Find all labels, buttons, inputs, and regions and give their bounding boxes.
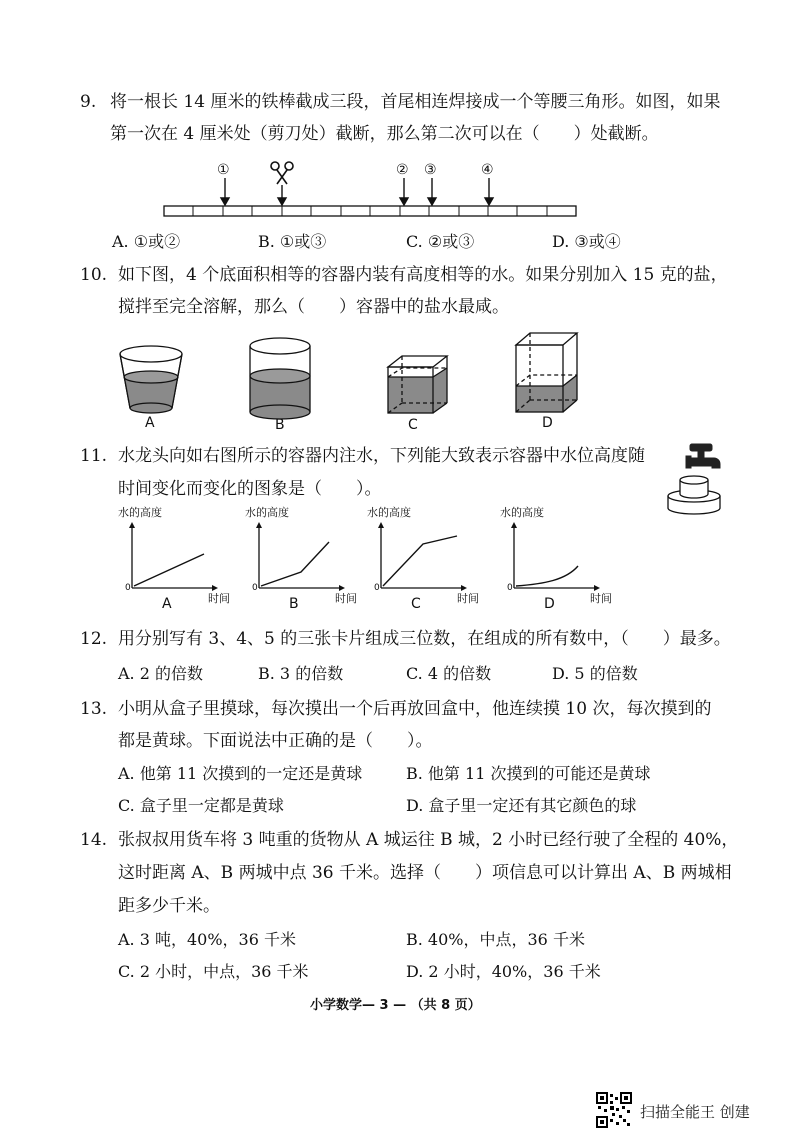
y-axis-label: 水的高度 [118,506,162,519]
origin-label: 0 [125,583,131,593]
water-height-curve [383,536,457,586]
q10-number: 10. [80,265,108,285]
origin-label: 0 [507,583,513,593]
q14-option-d[interactable]: D. 2 小时，40%，36 千米 [406,962,601,981]
q9-marker-4: ④ [481,162,494,178]
page-footer: 小学数学— 3 — （共 8 页） [310,998,481,1013]
q9-number: 9. [80,92,97,112]
q9-marker-3: ③ [424,162,437,178]
y-axis-label: 水的高度 [367,506,411,519]
y-axis-arrow [511,522,517,528]
q10-label-c[interactable]: C [408,417,418,433]
x-axis-label: 时间 [208,592,230,605]
graph-label: A [162,596,172,612]
q10-text-line1: 如下图，4 个底面积相等的容器内装有高度相等的水。如果分别加入 15 克的盐， [118,265,728,285]
q14-option-a[interactable]: A. 3 吨，40%，36 千米 [118,930,297,949]
x-axis-arrow [594,585,600,591]
origin-label: 0 [374,583,380,593]
q13-number: 13. [80,699,108,719]
q9-option-d[interactable]: D. ③或④ [552,232,621,251]
x-axis-label: 时间 [457,592,479,605]
q10-label-b[interactable]: B [275,417,285,433]
q9-text-line2: 第一次在 4 厘米处（剪刀处）截断，那么第二次可以在（ ）处截断。 [110,124,659,144]
graph-label: C [411,596,421,612]
q12-option-c[interactable]: C. 4 的倍数 [406,664,492,683]
q14-option-c[interactable]: C. 2 小时，中点，36 千米 [118,962,309,981]
graph-b[interactable] [245,505,357,612]
water-height-curve [516,566,578,586]
x-axis-arrow [212,585,218,591]
q10-text-line2: 搅拌至完全溶解，那么（ ）容器中的盐水最咸。 [118,297,509,317]
water-height-curve [261,542,329,586]
y-axis-arrow [378,522,384,528]
y-axis-arrow [129,522,135,528]
q9-option-a[interactable]: A. ①或② [112,232,181,251]
q12-option-a[interactable]: A. 2 的倍数 [118,664,203,683]
q14-text-line2: 这时距离 A、B 两城中点 36 千米。选择（ ）项信息可以计算出 A、B 两城相 [118,863,732,883]
q10-label-a[interactable]: A [145,415,155,431]
scanner-watermark: 扫描全能王 创建 [640,1103,750,1121]
q13-option-d[interactable]: D. 盒子里一定还有其它颜色的球 [406,796,637,815]
x-axis-label: 时间 [335,592,357,605]
q13-option-c[interactable]: C. 盒子里一定都是黄球 [118,796,284,815]
q10-label-d[interactable]: D [542,415,553,431]
y-axis-label: 水的高度 [245,506,289,519]
q11-number: 11. [80,446,108,466]
q9-marker-2: ② [396,162,409,178]
origin-label: 0 [252,583,258,593]
q14-text-line1: 张叔叔用货车将 3 吨重的货物从 A 城运往 B 城，2 小时已经行驶了全程的 40%， [118,830,739,850]
q13-text-line2: 都是黄球。下面说法中正确的是（ ）。 [118,731,433,751]
graph-c[interactable] [367,505,479,612]
x-axis-arrow [339,585,345,591]
q14-number: 14. [80,830,108,850]
x-axis-arrow [461,585,467,591]
q9-marker-1: ① [217,162,230,178]
q12-text-line1: 用分别写有 3、4、5 的三张卡片组成三位数，在组成的所有数中，（ ）最多。 [118,629,731,649]
q12-number: 12. [80,629,108,649]
q13-option-a[interactable]: A. 他第 11 次摸到的一定还是黄球 [118,764,363,783]
graph-label: D [544,596,555,612]
y-axis-arrow [256,522,262,528]
graph-a[interactable] [118,505,230,612]
q9-option-c[interactable]: C. ②或③ [406,232,475,251]
graph-d[interactable] [500,505,612,612]
q9-option-b[interactable]: B. ①或③ [258,232,327,251]
q13-option-b[interactable]: B. 他第 11 次摸到的可能还是黄球 [406,764,651,783]
q11-text-line2: 时间变化而变化的图象是（ ）。 [118,479,382,499]
qr-code-icon [596,1092,632,1128]
y-axis-label: 水的高度 [500,506,544,519]
q12-option-b[interactable]: B. 3 的倍数 [258,664,344,683]
graph-label: B [289,596,299,612]
q12-option-d[interactable]: D. 5 的倍数 [552,664,638,683]
q13-text-line1: 小明从盒子里摸球，每次摸出一个后再放回盒中，他连续摸 10 次，每次摸到的 [118,699,712,719]
q14-option-b[interactable]: B. 40%，中点，36 千米 [406,930,585,949]
water-height-curve [134,554,204,586]
q9-text-line1: 将一根长 14 厘米的铁棒截成三段，首尾相连焊接成一个等腰三角形。如图，如果 [110,92,721,112]
x-axis-label: 时间 [590,592,612,605]
q11-text-line1: 水龙头向如右图所示的容器内注水，下列能大致表示容器中水位高度随 [118,446,645,466]
q14-text-line3: 距多少千米。 [118,896,220,916]
